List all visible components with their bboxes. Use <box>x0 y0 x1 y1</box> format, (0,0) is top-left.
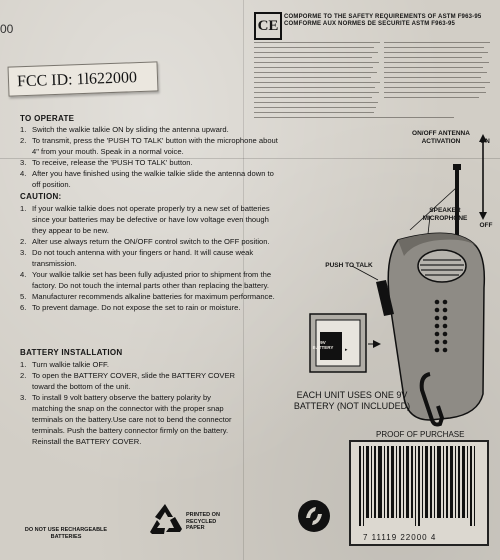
walkie-talkie-diagram <box>280 128 500 428</box>
recycle-icon <box>146 502 184 538</box>
battery-installation-list <box>20 359 238 447</box>
barcode-icon <box>351 446 487 532</box>
list-item <box>20 392 238 447</box>
step-number: 4. <box>20 270 27 279</box>
list-item <box>20 157 278 168</box>
barcode-number: 7 11119 22000 4 <box>363 533 437 542</box>
speaker-microphone-label: SPEAKER MICROPHONE <box>422 207 468 222</box>
step-number: 3. <box>20 158 27 167</box>
list-item <box>20 269 282 291</box>
ce-mark-icon: CE <box>254 12 282 40</box>
list-item <box>20 236 282 247</box>
step-number: 1. <box>20 125 27 134</box>
barcode <box>349 440 489 546</box>
list-item <box>20 124 278 135</box>
battery-caption: EACH UNIT USES ONE 9V BATTERY (NOT INCLUDED) <box>293 390 411 411</box>
step-text: Switch the walkie talkie ON by sliding the antenna upward. <box>32 125 229 134</box>
on-label: ON <box>480 138 490 145</box>
step-text: To receive, release the 'PUSH TO TALK' button. <box>32 158 193 167</box>
compliance-line: COMFORME AUX NORMES DE SECURITE ASTM F963-95 <box>284 21 456 27</box>
step-number: 1. <box>20 360 27 369</box>
list-item <box>20 135 278 157</box>
compliance-line: COMPORME TO THE SAFETY REQUIREMENTS OF ASTM F963-95 <box>284 14 482 20</box>
list-item <box>20 247 282 269</box>
step-text: If your walkie talkie does not operate properly try a new set of batteries since your batteries may be defective or have low voltage even though they appear to be new. <box>32 204 270 235</box>
step-text: To open the BATTERY COVER, slide the BATTERY COVER toward the bottom of the unit. <box>32 371 236 391</box>
step-text: Do not touch antenna with your fingers or hand. It will cause weak transmission. <box>32 248 254 268</box>
to-operate-list <box>20 124 278 190</box>
step-number: 3. <box>20 393 27 402</box>
list-item <box>20 291 282 302</box>
push-to-talk-label: PUSH TO TALK <box>325 262 373 269</box>
battery-label: 9V BATTERY <box>312 340 334 350</box>
green-dot-icon <box>296 498 332 534</box>
corner-text: 00 <box>0 22 14 36</box>
speaker-grille-icon <box>418 250 466 282</box>
fcc-id-label: FCC ID: 1l622000 <box>8 61 159 96</box>
step-text: Alter use always return the ON/OFF control switch to the OFF position. <box>32 237 270 246</box>
list-item <box>20 168 278 190</box>
step-number: 1. <box>20 204 27 213</box>
to-operate-heading: TO OPERATE <box>20 114 75 123</box>
step-text: Turn walkie talkie OFF. <box>32 360 109 369</box>
svg-text:▸: ▸ <box>345 347 348 353</box>
list-item <box>20 370 238 392</box>
step-number: 6. <box>20 303 27 312</box>
step-number: 2. <box>20 136 27 145</box>
list-item <box>20 302 282 313</box>
step-number: 3. <box>20 248 27 257</box>
proof-of-purchase-title: PROOF OF PURCHASE <box>376 430 465 439</box>
step-text: To install 9 volt battery observe the battery polarity by matching the snap on the connector with the proper snap terminals on the battery.Use care not to bend the connector terminals. Push the battery connector firmly on the battery. Reinstall the BATTERY COVER. <box>32 393 232 446</box>
step-number: 4. <box>20 169 27 178</box>
no-rechargeable-warning: DO NOT USE RECHARGEABLE BATTERIES <box>24 527 108 540</box>
step-number: 2. <box>20 371 27 380</box>
off-label: OFF <box>479 222 493 229</box>
battery-installation-heading: BATTERY INSTALLATION <box>20 348 123 357</box>
step-text: Your walkie talkie set has been fully adjusted prior to shipment from the factory. Do not touch the internal parts other than replacing the battery. <box>32 270 272 290</box>
step-number: 5. <box>20 292 27 301</box>
list-item <box>20 359 238 370</box>
step-text: To prevent damage. Do not expose the set to rain or moisture. <box>32 303 241 312</box>
list-item <box>20 203 282 236</box>
caution-heading: CAUTION: <box>20 192 62 201</box>
recycled-paper-label: PRINTED ON RECYCLED PAPER <box>186 512 220 531</box>
step-text: To transmit, press the 'PUSH TO TALK' button with the microphone about 4" from your mouth. Speak in a normal voice. <box>32 136 278 156</box>
step-text: After you have finished using the walkie talkie slide the antenna down to off position. <box>32 169 274 189</box>
compliance-statement <box>284 14 481 28</box>
step-text: Manufacturer recommends alkaline batteries for maximum performance. <box>32 292 275 301</box>
onoff-antenna-label: ON/OFF ANTENNA ACTIVATION <box>412 130 470 145</box>
caution-list <box>20 203 282 313</box>
step-number: 2. <box>20 237 27 246</box>
